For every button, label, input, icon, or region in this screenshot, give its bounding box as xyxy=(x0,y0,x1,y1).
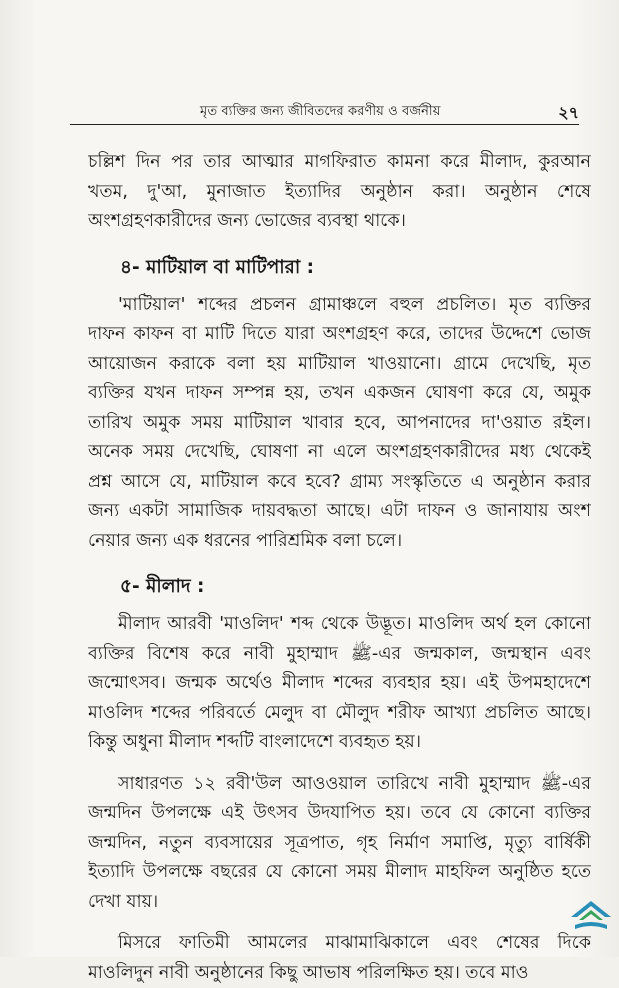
text-line: অনেক সময় দেখেছি, ঘোষণা না এলে অংশগ্রহণকারীদের মধ্য থেকেই xyxy=(88,438,591,468)
section-heading-5: ৫- মীলাদ : xyxy=(88,564,591,610)
text-line: জন্মদিন, নতুন ব্যবসায়ের সূত্রপাত, গৃহ নির্মাণ সমাপ্তি, মৃত্যু বার্ষিকী xyxy=(88,829,591,859)
paragraph-4 xyxy=(88,770,591,918)
paragraph-gap xyxy=(88,917,591,929)
text-line: প্রশ্ন আসে যে, মাটিয়াল কবে হবে? গ্রাম্য সংস্কৃতিতে এ অনুষ্ঠান করার xyxy=(88,468,591,498)
text-line: 'মাটিয়াল' শব্দের প্রচলন গ্রামাঞ্চলে বহুল প্রচলিত। মৃত ব্যক্তির xyxy=(88,291,591,321)
text-line: ব্যক্তির বিশেষ করে নাবী মুহাম্মাদ ﷺ-এর জন্মকাল, জন্মস্থান এবং xyxy=(88,640,591,670)
paragraph-1 xyxy=(88,148,591,237)
text-line: মীলাদ আরবী 'মাওলিদ' শব্দ থেকে উদ্ভূত। মাওলিদ অর্থ হল কোনো xyxy=(88,610,591,640)
text-line: মিসরে ফাতিমী আমলের মাঝামাঝিকালে এবং শেষের দিকে xyxy=(88,929,591,959)
text-line: ব্যক্তির যখন দাফন সম্পন্ন হয়, তখন একজন ঘোষণা করে যে, অমুক xyxy=(88,379,591,409)
text-line: জন্য একটা সামাজিক দায়বদ্ধতা আছে। এটা দাফন ও জানাযায় অংশ xyxy=(88,497,591,527)
running-title: মৃত ব্যক্তির জন্য জীবিতদের করণীয় ও বর্জনীয় xyxy=(200,102,440,123)
text-line: সাধারণত ১২ রবী'উল আওওয়াল তারিখে নাবী মুহাম্মাদ ﷺ-এর xyxy=(88,770,591,800)
text-line: কিন্তু অধুনা মীলাদ শব্দটি বাংলাদেশে ব্যবহৃত হয়। xyxy=(88,728,591,758)
text-line: তারিখ অমুক সময় মাটিয়াল খাবার হবে, আপনাদের দা'ওয়াত রইল। xyxy=(88,409,591,439)
text-line: খতম, দু'আ, মুনাজাত ইত্যাদির অনুষ্ঠান করা। অনুষ্ঠান শেষে xyxy=(88,178,591,208)
paragraph-3 xyxy=(88,610,591,758)
text-line: নেয়ার জন্য এক ধরনের পারিশ্রমিক বলা চলে। xyxy=(88,527,591,557)
text-line: মাওলিদুন নাবী অনুষ্ঠানের কিছু আভাষ পরিলক্ষিত হয়। তবে মাও xyxy=(88,959,591,988)
text-line: মাওলিদ শব্দের পরিবর্তে মেলুদ বা মৌলুদ শরীফ আখ্যা প্রচলিত আছে। xyxy=(88,699,591,729)
header-rule xyxy=(70,124,579,125)
publisher-logo-icon xyxy=(569,899,613,933)
text-line: আয়োজন করাকে বলা হয় মাটিয়াল খাওয়ানো। গ্রামে দেখেছি, মৃত xyxy=(88,350,591,380)
text-line: জন্মদিন উপলক্ষে এই উৎসব উদযাপিত হয়। তবে যে কোনো ব্যক্তির xyxy=(88,799,591,829)
text-line: অংশগ্রহণকারীদের জন্য ভোজের ব্যবস্থা থাকে। xyxy=(88,207,591,237)
paragraph-2 xyxy=(88,291,591,557)
section-heading-4: ৪- মাটিয়াল বা মাটিপারা : xyxy=(88,245,591,291)
paragraph-5 xyxy=(88,929,591,988)
text-line: ইত্যাদি উপলক্ষে বছরের যে কোনো সময় মীলাদ মাহফিল অনুষ্ঠিত হতে xyxy=(88,858,591,888)
page-header xyxy=(70,98,579,128)
page-number: ২৭ xyxy=(558,100,579,127)
text-line: চল্লিশ দিন পর তার আত্মার মাগফিরাত কামনা করে মীলাদ, কুরআন xyxy=(88,148,591,178)
page-body xyxy=(88,148,591,988)
text-line: দাফন কাফন বা মাটি দিতে যারা অংশগ্রহণ করে, তাদের উদ্দেশে ভোজ xyxy=(88,320,591,350)
text-line: জন্মোৎসব। জন্মক অর্থেও মীলাদ শব্দের ব্যবহার হয়। এই উপমহাদেশে xyxy=(88,669,591,699)
paragraph-gap xyxy=(88,758,591,770)
text-line: দেখা যায়। xyxy=(88,888,591,918)
